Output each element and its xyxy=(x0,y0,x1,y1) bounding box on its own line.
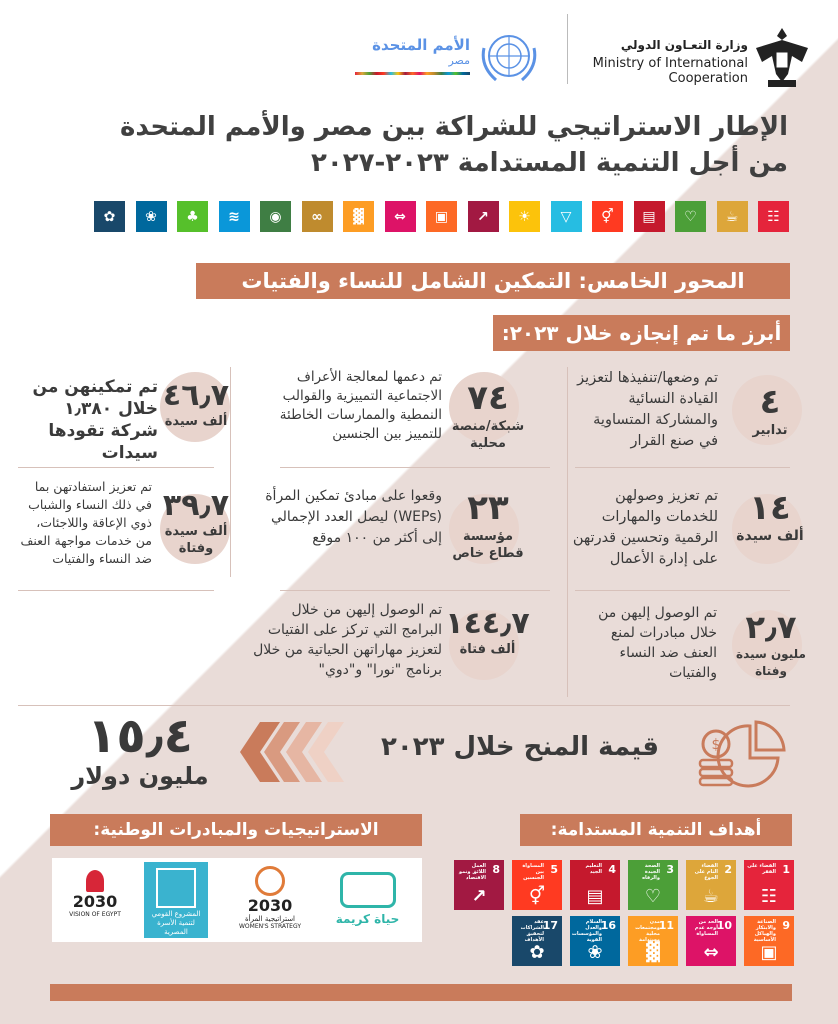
stat-unit: مليون سيدة وفتاة xyxy=(736,647,806,678)
stat-description: وقعوا على مبادئ تمكين المرأة (WEPs) ليصل العدد الإجمالي إلى أكثر من ١٠٠ موقع xyxy=(265,488,442,546)
cubes-icon: ▣ xyxy=(760,942,778,963)
sdg-card-number: 17 xyxy=(542,919,558,932)
sdg-card-4 xyxy=(570,860,620,910)
vision-en: VISION OF EGYPT xyxy=(69,911,121,918)
city-icon: ▓ xyxy=(646,942,660,963)
heartbeat-icon: ♡ xyxy=(675,201,706,232)
sdg-card-label: التعليم الجيد xyxy=(585,863,602,875)
stat-description: تم الوصول إليهن من خلال البرامج التي تركز على الفتيات لتعزيز مهاراتهن الحياتية من خلال برنامج "نورا" و"دوي" xyxy=(253,602,442,678)
city-icon: ▓ xyxy=(343,201,374,232)
stat-unit: شبكة/منصة محلية xyxy=(451,419,525,451)
title-line-1: الإطار الاستراتيجي للشراكة بين مصر والأمم المتحدة xyxy=(120,112,788,142)
stat-description: تم دعمها لمعالجة الأعراف الاجتماعية التمييزية والقوالب النمطية والممارسات الخاطئة للتمييز بين الجنسين xyxy=(279,369,442,442)
sdg-card-16 xyxy=(570,916,620,966)
grants-label: قيمة المنح خلال ٢٠٢٣ xyxy=(381,732,659,762)
drop-icon: ▽ xyxy=(551,201,582,232)
stat-description: تم تعزيز استفادتهن بما في ذلك النساء والشباب ذوي الإعاقة واللاجئات، من خدمات مواجهة العنف ضد النساء والفتيات xyxy=(20,479,152,566)
womens-strategy-icon xyxy=(255,866,285,896)
sdg-card-10 xyxy=(686,916,736,966)
fish-icon: ≋ xyxy=(219,201,250,232)
family-project-logo xyxy=(144,862,208,938)
divider xyxy=(280,467,550,468)
stat-number: ٢٫٧ xyxy=(745,608,797,646)
divider xyxy=(18,705,790,706)
stat-number: ٤٦٫٧ xyxy=(162,378,230,413)
womens-strategy-en: WOMEN'S STRATEGY xyxy=(239,923,301,930)
gender-icon: ⚥ xyxy=(592,201,623,232)
sdg-card-number: 9 xyxy=(782,919,790,932)
un-name: الأمم المتحدة xyxy=(372,36,470,54)
axis-bar: المحور الخامس: التمكين الشامل للنساء والفتيات xyxy=(196,263,790,299)
sdg-card-3 xyxy=(628,860,678,910)
sdg-card-1 xyxy=(744,860,794,910)
sdg-card-number: 8 xyxy=(492,863,500,876)
svg-text:$: $ xyxy=(711,737,721,753)
dove-icon: ❀ xyxy=(587,942,603,963)
stat-block xyxy=(730,382,810,439)
strategies-logos xyxy=(52,858,422,942)
haya-karima-logo xyxy=(320,868,415,932)
sdg-card-2 xyxy=(686,860,736,910)
book-icon: ▤ xyxy=(586,886,604,907)
sdg-card-number: 10 xyxy=(716,919,732,932)
haya-karima-name: حياة كريمة xyxy=(335,912,400,926)
header-divider xyxy=(567,14,568,84)
stat-description: تم وضعها/تنفيذها لتعزيز القيادة النسائية والمشاركة المتساوية في صنع القرار xyxy=(577,370,718,449)
vision-year: 2030 xyxy=(72,892,118,911)
title-line-2: من أجل التنمية المستدامة ٢٠٢٣-٢٠٢٧ xyxy=(310,148,788,178)
ministry-name-ar: وزارة التعـاون الدولي xyxy=(620,38,748,52)
un-emblem-icon xyxy=(476,28,542,84)
divider xyxy=(575,467,790,468)
tree-icon: ♣ xyxy=(177,201,208,232)
sdg-card-label: الصحة الجيدة والرفاه xyxy=(642,863,660,881)
sdg-card-label: المساواة بين الجنسين xyxy=(522,863,544,881)
sdg-card-17 xyxy=(512,916,562,966)
stat-number: ١٤ xyxy=(749,488,791,528)
stat-unit: مؤسسة قطاع خاص xyxy=(452,529,524,561)
family-icon xyxy=(156,868,196,908)
sdg-dots-strip xyxy=(355,72,470,75)
divider xyxy=(280,590,550,591)
family-project-name: المشروع القومي لتنمية الأسرة المصرية xyxy=(151,910,201,936)
stat-unit: ألف سيدة وفتاة xyxy=(164,524,228,556)
chevron-arrows-icon xyxy=(240,722,360,782)
sdg-card-5 xyxy=(512,860,562,910)
gender-icon: ⚥ xyxy=(528,886,546,907)
stat-block xyxy=(155,488,237,557)
stat-block xyxy=(448,488,528,562)
haya-karima-icon xyxy=(340,872,396,908)
stat-block xyxy=(448,378,528,452)
header xyxy=(0,0,838,105)
stat-block xyxy=(155,378,237,430)
eye-icon: ◉ xyxy=(260,201,291,232)
sdg-card-number: 2 xyxy=(724,863,732,876)
stat-number: ١٤٤٫٧ xyxy=(445,606,530,641)
heartbeat-icon: ♡ xyxy=(644,886,662,907)
sdg-card-label: العمل اللائق ونمو الاقتصاد xyxy=(459,863,486,881)
womens-strategy-year: 2030 xyxy=(247,896,293,915)
ministry-name-en-2: Cooperation xyxy=(668,71,748,86)
sdg-bar: أهداف التنمية المستدامة: xyxy=(520,814,792,846)
divider xyxy=(575,590,790,591)
pie-coins-icon xyxy=(688,720,798,790)
vision-flame-icon xyxy=(86,870,104,892)
chart-icon: ↗ xyxy=(468,201,499,232)
stat-block xyxy=(440,606,535,658)
grants-value-block xyxy=(35,710,245,790)
equal-icon: ⇔ xyxy=(703,942,719,963)
ministry-name-en-1: Ministry of International xyxy=(592,56,748,71)
sdg-icons-strip xyxy=(88,196,793,238)
strategies-bar: الاستراتيجيات والمبادرات الوطنية: xyxy=(50,814,422,846)
vision-2030-logo xyxy=(60,866,130,934)
stat-block xyxy=(730,488,810,545)
sdg-card-8 xyxy=(454,860,504,910)
stat-description: تم تعزيز وصولهن للخدمات والمهارات الرقمية وتحسين قدرتهن على إدارة الأعمال xyxy=(572,488,718,567)
stat-number: ٣٩٫٧ xyxy=(162,488,230,523)
sdg-card-label: القضاء التام على الجوع xyxy=(694,863,718,881)
dove-icon: ❀ xyxy=(136,201,167,232)
sdg-card-9 xyxy=(744,916,794,966)
flower-icon: ✿ xyxy=(94,201,125,232)
stat-unit: ألف سيدة xyxy=(164,414,228,429)
womens-strategy-ar: استراتيجية المرأة xyxy=(245,915,295,923)
un-name-block xyxy=(372,36,470,67)
stat-number: ٧٤ xyxy=(467,378,509,418)
sdg-card-label: مدن ومجتمعات محلية مستدامة xyxy=(635,919,660,943)
sdg-card-label: القضاء على الفقر xyxy=(747,863,776,875)
family-icon: ☷ xyxy=(758,201,789,232)
family-icon: ☷ xyxy=(760,886,778,907)
stat-unit: ألف فتاة xyxy=(459,642,516,657)
ministry-block xyxy=(588,38,748,86)
achievements-bar: أبرز ما تم إنجازه خلال ٢٠٢٣: xyxy=(493,315,790,351)
stat-description: تم الوصول إليهن من خلال مبادرات لمنع العنف ضد النساء والفتيات xyxy=(598,605,717,681)
sdg-cards-grid xyxy=(448,858,798,976)
grants-unit: مليون دولار xyxy=(71,762,209,790)
book-icon: ▤ xyxy=(634,201,665,232)
bowl-icon: ☕ xyxy=(702,886,720,907)
divider xyxy=(567,367,568,697)
chart-icon: ↗ xyxy=(471,886,487,907)
sdg-card-number: 11 xyxy=(658,919,674,932)
divider xyxy=(18,467,214,468)
grants-value: ١٥٫٤ xyxy=(87,708,193,764)
stat-number: ٢٣ xyxy=(467,488,509,528)
stat-block xyxy=(726,608,816,680)
infinity-icon: ∞ xyxy=(302,201,333,232)
sdg-card-label: الحد من أوجه عدم المساواة xyxy=(694,919,718,937)
un-country: مصر xyxy=(448,54,470,67)
sdg-card-number: 4 xyxy=(608,863,616,876)
sdg-card-label: عقد الشراكات لتحقيق الأهداف xyxy=(520,919,544,943)
stat-description: تم تمكينهن من خلال ١٫٣٨٠ شركة تقودها سيدات xyxy=(32,377,158,463)
footer-bar xyxy=(50,984,792,1001)
sdg-card-number: 3 xyxy=(666,863,674,876)
divider xyxy=(18,590,214,591)
womens-strategy-logo xyxy=(230,864,310,936)
flower-icon: ✿ xyxy=(529,942,545,963)
sdg-card-number: 1 xyxy=(782,863,790,876)
sdg-card-label: السلام والعدل والمؤسسات القوية xyxy=(571,919,602,943)
stat-unit: تدابير xyxy=(752,423,788,438)
sdg-card-label: الصناعة والابتكار والهياكل الأساسية xyxy=(753,919,776,943)
stat-number: ٤ xyxy=(759,382,781,422)
sdg-card-number: 5 xyxy=(550,863,558,876)
sdg-card-number: 16 xyxy=(600,919,616,932)
equal-icon: ⇔ xyxy=(385,201,416,232)
sdg-card-11 xyxy=(628,916,678,966)
cubes-icon: ▣ xyxy=(426,201,457,232)
eagle-emblem-icon xyxy=(752,22,812,92)
sun-icon: ☀ xyxy=(509,201,540,232)
stat-unit: ألف سيدة xyxy=(736,528,804,544)
bowl-icon: ☕ xyxy=(717,201,748,232)
